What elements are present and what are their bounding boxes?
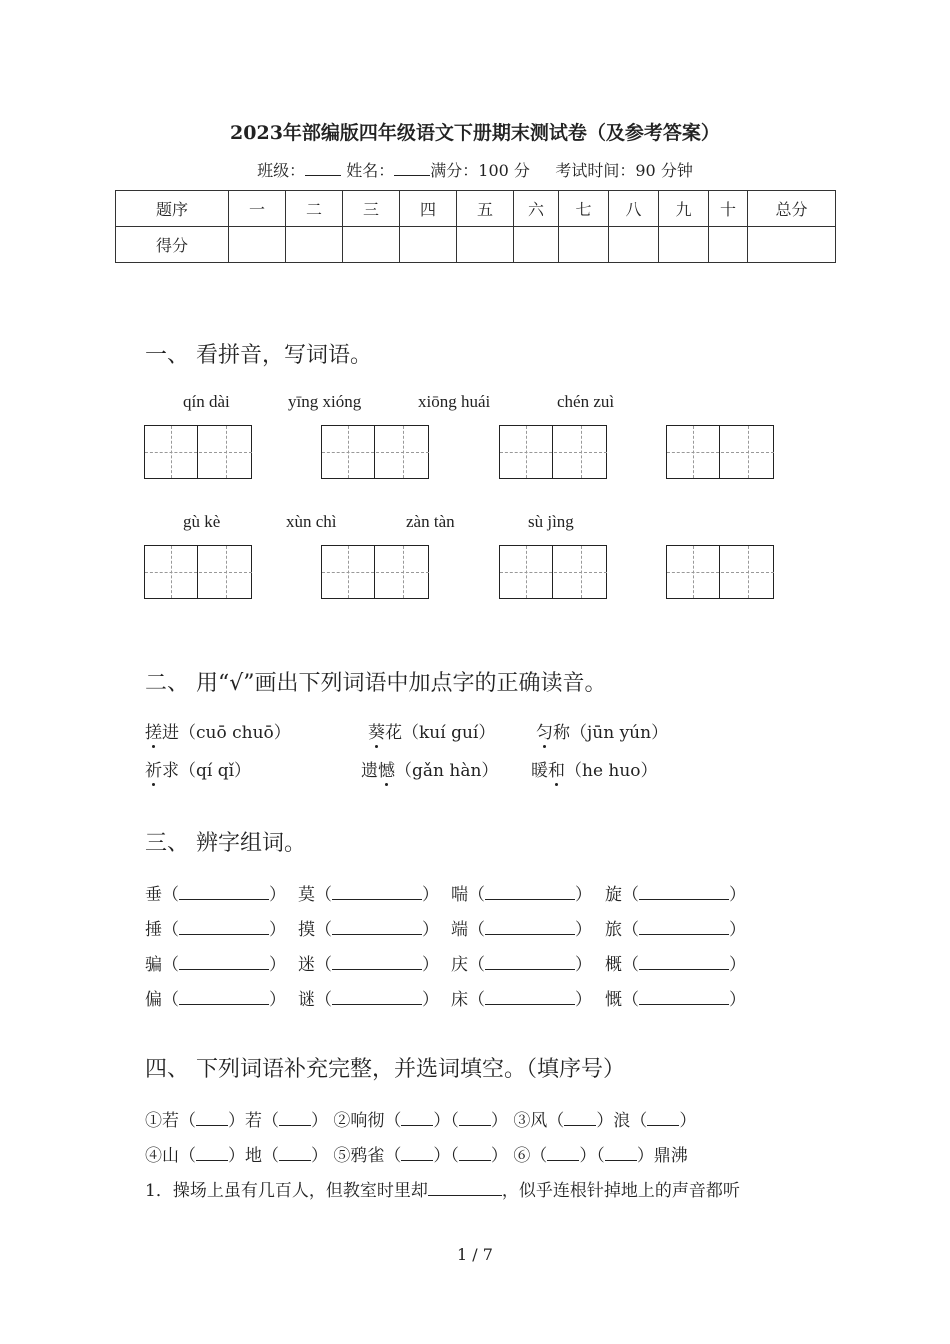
idiom-text: ）地（ xyxy=(228,1146,279,1166)
paren-open: （ xyxy=(162,955,179,975)
score-cell[interactable] xyxy=(709,227,748,263)
word-group-char: 捶 xyxy=(145,920,162,940)
section4-heading: 四、 下列词语补充完整，并选词填空。（填序号） xyxy=(145,1057,625,1082)
word-group-blank[interactable] xyxy=(332,990,422,1005)
paren-close: ） xyxy=(729,920,746,940)
score-cell[interactable] xyxy=(286,227,343,263)
word-group-blank[interactable] xyxy=(639,990,729,1005)
paren-open: （ xyxy=(622,885,639,905)
score-row-label: 得分 xyxy=(116,227,229,263)
idiom-text: ）若（ xyxy=(228,1111,279,1131)
paren-close: ） xyxy=(575,920,592,940)
paren-close: ） xyxy=(269,885,286,905)
score-cell[interactable] xyxy=(457,227,514,263)
word-group-blank[interactable] xyxy=(179,955,269,970)
paren-open: （ xyxy=(162,990,179,1010)
score-cell[interactable] xyxy=(400,227,457,263)
score-header-cell: 题序 xyxy=(116,191,229,227)
paren-close: ） xyxy=(269,990,286,1010)
word-group-item xyxy=(451,915,592,940)
word-group-item xyxy=(605,950,746,975)
idiom-text: ）浪（ xyxy=(596,1111,648,1131)
idiom-blank[interactable] xyxy=(279,1146,311,1161)
score-cell[interactable] xyxy=(343,227,400,263)
full-score: 满分：100 分 xyxy=(430,161,530,180)
idiom-text: ）（ xyxy=(433,1111,459,1131)
question-text: 1．操场上虽有几百人，但教室时里却 xyxy=(145,1181,428,1201)
paren-close: ） xyxy=(729,990,746,1010)
score-header-cell: 四 xyxy=(400,191,457,227)
word-group-blank[interactable] xyxy=(485,955,575,970)
word-group-item xyxy=(605,985,746,1010)
word-group-blank[interactable] xyxy=(639,885,729,900)
question-text: ，似乎连根针掉地上的声音都听 xyxy=(501,1181,740,1201)
word-group-blank[interactable] xyxy=(179,990,269,1005)
paren-open: （ xyxy=(315,955,332,975)
paren-open: （ xyxy=(468,955,485,975)
idiom-text: ） xyxy=(311,1146,328,1166)
paren-open: （ xyxy=(468,885,485,905)
idiom-text: ③风（ xyxy=(513,1111,565,1131)
score-table-score-row xyxy=(116,227,836,263)
score-header-cell: 九 xyxy=(659,191,709,227)
paren-open: （ xyxy=(162,920,179,940)
idiom-text: ）（ xyxy=(433,1146,459,1166)
idiom-text: ） xyxy=(311,1111,328,1131)
idiom-line-2 xyxy=(145,1141,688,1166)
word-group-char: 摸 xyxy=(298,920,315,940)
idiom-blank[interactable] xyxy=(547,1146,579,1161)
dotted-char: 和 xyxy=(548,756,565,781)
idiom-line-1 xyxy=(145,1106,696,1131)
paren-close: ） xyxy=(422,885,439,905)
writing-grid[interactable] xyxy=(321,425,429,479)
reading-options: （he huo） xyxy=(565,761,658,781)
pinyin: qín dài xyxy=(183,392,230,411)
idiom-blank[interactable] xyxy=(401,1146,433,1161)
idiom-text: ）鼎沸 xyxy=(636,1146,688,1166)
paren-open: （ xyxy=(622,955,639,975)
idiom-blank[interactable] xyxy=(564,1111,596,1126)
idiom-blank[interactable] xyxy=(459,1146,491,1161)
score-table-header-row xyxy=(116,191,836,227)
pinyin: yīng xióng xyxy=(288,392,362,411)
idiom-blank[interactable] xyxy=(647,1111,679,1126)
word-group-blank[interactable] xyxy=(639,920,729,935)
word-group-item xyxy=(145,880,286,905)
pinyin: sù jìng xyxy=(528,512,574,531)
reading-options: 求（qí qǐ） xyxy=(162,761,252,781)
word-group-item xyxy=(298,915,439,940)
idiom-blank[interactable] xyxy=(279,1111,311,1126)
score-cell[interactable] xyxy=(609,227,659,263)
idiom-text: ⑥（ xyxy=(513,1146,548,1166)
reading-item[interactable] xyxy=(361,756,498,781)
score-header-cell: 二 xyxy=(286,191,343,227)
writing-grid[interactable] xyxy=(144,545,252,599)
paren-close: ） xyxy=(269,955,286,975)
idiom-text: ） xyxy=(490,1146,508,1166)
exam-time: 考试时间：90 分钟 xyxy=(555,161,693,180)
word-group-blank[interactable] xyxy=(332,885,422,900)
paren-close: ） xyxy=(422,920,439,940)
word-group-blank[interactable] xyxy=(639,955,729,970)
reading-options: 花（kuí guí） xyxy=(385,723,496,743)
word-group-char: 迷 xyxy=(298,955,315,975)
paren-close: ） xyxy=(729,885,746,905)
word-group-item xyxy=(605,915,746,940)
reading-item[interactable] xyxy=(536,718,668,743)
word-group-item xyxy=(451,985,592,1010)
idiom-text: ④山（ xyxy=(145,1146,196,1166)
paren-close: ） xyxy=(575,955,592,975)
word-group-item xyxy=(298,880,439,905)
reading-options: 进（cuō chuō） xyxy=(162,723,291,743)
word-group-blank[interactable] xyxy=(179,920,269,935)
word-group-char: 莫 xyxy=(298,885,315,905)
question-1 xyxy=(145,1176,740,1201)
score-cell[interactable] xyxy=(659,227,709,263)
score-header-cell: 总分 xyxy=(748,191,836,227)
reading-item[interactable] xyxy=(145,718,291,743)
word-group-char: 旅 xyxy=(605,920,622,940)
section1-heading: 一、 看拼音，写词语。 xyxy=(145,343,372,368)
dotted-char: 葵 xyxy=(368,718,385,743)
word-group-item xyxy=(298,950,439,975)
paren-open: （ xyxy=(468,990,485,1010)
reading-item[interactable] xyxy=(368,718,495,743)
word-group-char: 慨 xyxy=(605,990,622,1010)
class-blank[interactable] xyxy=(305,161,341,176)
paren-open: （ xyxy=(162,885,179,905)
dotted-char: 匀 xyxy=(536,718,553,743)
idiom-blank[interactable] xyxy=(605,1146,637,1161)
page-number: 1 / 7 xyxy=(457,1245,493,1264)
score-header-cell: 八 xyxy=(609,191,659,227)
score-header-cell: 七 xyxy=(559,191,609,227)
plain-char: 遗 xyxy=(361,761,378,781)
pinyin: xiōng huái xyxy=(418,392,491,411)
paren-close: ） xyxy=(422,955,439,975)
pinyin: gù kè xyxy=(183,512,221,531)
reading-item[interactable] xyxy=(145,756,251,781)
word-group-char: 庆 xyxy=(451,955,468,975)
section2-heading: 二、 用“√”画出下列词语中加点字的正确读音。 xyxy=(145,671,607,696)
word-group-item xyxy=(451,880,592,905)
section3-heading: 三、 辨字组词。 xyxy=(145,831,306,856)
reading-item[interactable] xyxy=(531,756,658,781)
word-group-char: 概 xyxy=(605,955,622,975)
score-cell[interactable] xyxy=(514,227,559,263)
dotted-char: 搓 xyxy=(145,718,162,743)
word-group-blank[interactable] xyxy=(485,920,575,935)
idiom-blank[interactable] xyxy=(196,1146,228,1161)
idiom-text: ②响彻（ xyxy=(333,1111,402,1131)
paren-open: （ xyxy=(622,920,639,940)
score-cell[interactable] xyxy=(229,227,286,263)
idiom-blank[interactable] xyxy=(401,1111,433,1126)
writing-grid[interactable] xyxy=(499,545,607,599)
idiom-text: ①若（ xyxy=(145,1111,196,1131)
pinyin: zàn tàn xyxy=(406,512,455,531)
paren-close: ） xyxy=(575,885,592,905)
word-group-item xyxy=(451,950,592,975)
score-table xyxy=(115,190,836,263)
word-group-char: 偏 xyxy=(145,990,162,1010)
score-cell[interactable] xyxy=(559,227,609,263)
score-header-cell: 六 xyxy=(514,191,559,227)
answer-blank[interactable] xyxy=(428,1181,502,1196)
paren-open: （ xyxy=(622,990,639,1010)
writing-grid[interactable] xyxy=(666,545,774,599)
word-group-item xyxy=(605,880,746,905)
word-group-item xyxy=(145,985,286,1010)
class-label: 班级： xyxy=(257,161,306,180)
pinyin: chén zuì xyxy=(557,392,615,411)
word-group-char: 骗 xyxy=(145,955,162,975)
idiom-text: ⑤鸦雀（ xyxy=(333,1146,402,1166)
word-group-char: 端 xyxy=(451,920,468,940)
score-header-cell: 一 xyxy=(229,191,286,227)
dotted-char: 祈 xyxy=(145,756,162,781)
word-group-char: 垂 xyxy=(145,885,162,905)
word-group-blank[interactable] xyxy=(485,885,575,900)
paren-open: （ xyxy=(315,920,332,940)
idiom-blank[interactable] xyxy=(196,1111,228,1126)
word-group-item xyxy=(298,985,439,1010)
reading-options: 称（jūn yún） xyxy=(553,723,669,743)
page-title: 2023年部编版四年级语文下册期末测试卷（及参考答案） xyxy=(230,122,720,144)
paren-close: ） xyxy=(422,990,439,1010)
dotted-char: 憾 xyxy=(378,756,395,781)
exam-info xyxy=(0,158,950,181)
score-cell[interactable] xyxy=(748,227,836,263)
word-group-blank[interactable] xyxy=(179,885,269,900)
word-group-char: 旋 xyxy=(605,885,622,905)
paren-open: （ xyxy=(468,920,485,940)
word-group-item xyxy=(145,915,286,940)
score-header-cell: 五 xyxy=(457,191,514,227)
name-label: 姓名： xyxy=(346,161,395,180)
word-group-char: 喘 xyxy=(451,885,468,905)
paren-close: ） xyxy=(575,990,592,1010)
word-group-char: 床 xyxy=(451,990,468,1010)
word-group-item xyxy=(145,950,286,975)
idiom-blank[interactable] xyxy=(459,1111,491,1126)
writing-grid[interactable] xyxy=(144,425,252,479)
name-blank[interactable] xyxy=(394,161,430,176)
writing-grid[interactable] xyxy=(321,545,429,599)
score-header-cell: 三 xyxy=(343,191,400,227)
paren-close: ） xyxy=(729,955,746,975)
idiom-text: ） xyxy=(679,1111,697,1131)
idiom-text: ） xyxy=(490,1111,508,1131)
plain-char: 暖 xyxy=(531,761,548,781)
writing-grid[interactable] xyxy=(666,425,774,479)
score-header-cell: 十 xyxy=(709,191,748,227)
word-group-char: 谜 xyxy=(298,990,315,1010)
paren-close: ） xyxy=(269,920,286,940)
writing-grid[interactable] xyxy=(499,425,607,479)
pinyin: xùn chì xyxy=(286,512,337,531)
paren-open: （ xyxy=(315,990,332,1010)
word-group-blank[interactable] xyxy=(485,990,575,1005)
idiom-text: ）（ xyxy=(579,1146,605,1166)
word-group-blank[interactable] xyxy=(332,920,422,935)
reading-options: （gǎn hàn） xyxy=(395,761,499,781)
paren-open: （ xyxy=(315,885,332,905)
word-group-blank[interactable] xyxy=(332,955,422,970)
